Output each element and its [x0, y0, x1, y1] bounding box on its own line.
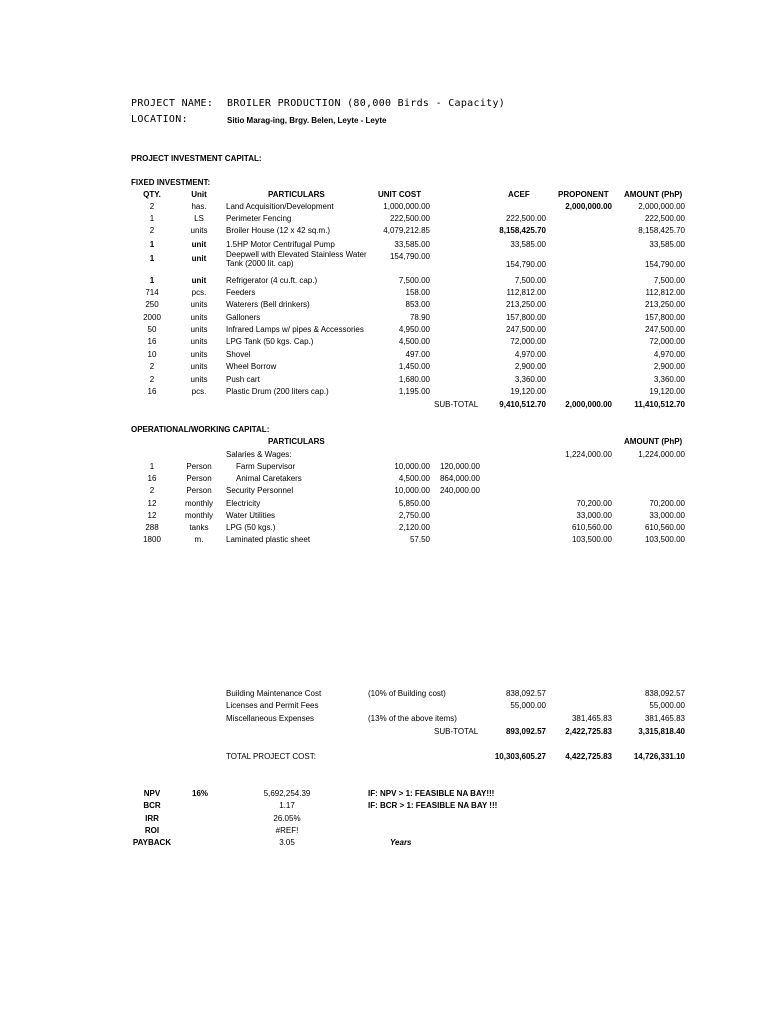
- amount-cell: 610,560.00: [644, 523, 685, 532]
- total-amount: 14,726,331.10: [633, 752, 685, 761]
- project-name-value: BROILER PRODUCTION (80,000 Birds - Capacity): [227, 98, 506, 109]
- particulars-cell: Laminated plastic sheet: [226, 535, 311, 544]
- unit-cost-cell: 5,850.00: [398, 499, 430, 508]
- particulars-cell: Building Maintenance Cost: [226, 689, 322, 698]
- particulars-cell: Water Utilities: [226, 511, 276, 520]
- acef-cell: 70,200.00: [576, 499, 612, 508]
- acef-cell: 33,585.00: [510, 240, 546, 249]
- qty-cell: 1: [149, 254, 155, 263]
- unit-cell: tanks: [189, 523, 209, 532]
- qty-cell: 2: [149, 375, 155, 384]
- unit-cost-cell: 7,500.00: [398, 276, 430, 285]
- table-row: [0, 250, 768, 269]
- op-particulars-header: PARTICULARS: [268, 437, 325, 446]
- unit-cost-cell: 78.90: [409, 313, 430, 322]
- amount-cell: 157,800.00: [644, 313, 685, 322]
- unit-cost-cell: 4,500.00: [398, 337, 430, 346]
- unit-cost-cell: 4,500.00: [398, 474, 430, 483]
- total-label: TOTAL PROJECT COST:: [226, 752, 316, 761]
- unit-cost-cell: 33,585.00: [394, 240, 430, 249]
- unit-cell: units: [190, 313, 208, 322]
- note-cell: (13% of the above items): [368, 714, 457, 723]
- unit-cost-cell: 4,079,212.85: [383, 226, 430, 235]
- unit-cost-cell: 154,790.00: [389, 252, 430, 261]
- acef-cell: 213,250.00: [505, 300, 546, 309]
- amount-cell: 55,000.00: [649, 701, 685, 710]
- metric-note: IF: NPV > 1: FEASIBLE NA BAY!!!: [368, 789, 495, 798]
- qty-cell: 12: [147, 499, 157, 508]
- col-proponent-header: PROPONENT: [558, 190, 609, 199]
- metric-note: IF: BCR > 1: FEASIBLE NA BAY !!!: [368, 801, 498, 810]
- section-title: PROJECT INVESTMENT CAPITAL:: [131, 154, 262, 163]
- acef-cell: 72,000.00: [510, 337, 546, 346]
- amount-cell: 2,900.00: [653, 362, 685, 371]
- amount-cell: 154,790.00: [644, 260, 685, 269]
- amount-cell: 4,970.00: [653, 350, 685, 359]
- particulars-cell: Licenses and Permit Fees: [226, 701, 319, 710]
- fixed-subtotal-acef: 9,410,512.70: [499, 400, 546, 409]
- table-row: [0, 202, 768, 214]
- proponent-cell: 2,000,000.00: [565, 202, 612, 211]
- amount-cell: 222,500.00: [644, 214, 685, 223]
- table-row: [0, 313, 768, 325]
- metric-label: IRR: [145, 814, 159, 823]
- amount-cell: 33,585.00: [649, 240, 685, 249]
- fixed-subtotal-label: SUB-TOTAL: [434, 400, 479, 409]
- qty-cell: 16: [147, 387, 157, 396]
- acef-cell: 222,500.00: [505, 214, 546, 223]
- amount-cell: 112,812.00: [645, 288, 685, 297]
- unit-cost-cell: 10,000.00: [394, 462, 430, 471]
- acef-cell: 55,000.00: [510, 701, 546, 710]
- qty-cell: 1: [149, 240, 155, 249]
- unit-cost-cell: 1,680.00: [398, 375, 430, 384]
- table-row: [0, 474, 768, 486]
- table-row: [0, 300, 768, 312]
- total-proponent: 4,422,725.83: [565, 752, 612, 761]
- table-row: [0, 499, 768, 511]
- table-row: [0, 714, 768, 726]
- fixed-header-row: [0, 190, 768, 202]
- subtotal-cell: 864,000.00: [439, 474, 480, 483]
- qty-cell: 288: [145, 523, 159, 532]
- location-label: LOCATION:: [131, 114, 188, 125]
- qty-cell: 1: [149, 214, 155, 223]
- metric-value: #REF!: [275, 826, 299, 835]
- particulars-cell-line2: Tank (2000 lit. cap): [226, 259, 294, 268]
- unit-cost-cell: 2,750.00: [398, 511, 430, 520]
- table-row: [0, 701, 768, 713]
- particulars-cell: Broiler House (12 x 42 sq.m.): [226, 226, 331, 235]
- unit-cost-cell: 1,000,000.00: [383, 202, 430, 211]
- subtotal-cell: 240,000.00: [439, 486, 480, 495]
- fixed-investment-title: FIXED INVESTMENT:: [131, 178, 211, 187]
- other-subtotal-label: SUB-TOTAL: [434, 727, 479, 736]
- particulars-cell: Push cart: [226, 375, 260, 384]
- particulars-cell: Galloners: [226, 313, 261, 322]
- qty-cell: 50: [147, 325, 157, 334]
- particulars-cell: Deepwell with Elevated Stainless Water: [226, 250, 367, 259]
- col-particulars-header: PARTICULARS: [268, 190, 325, 199]
- unit-cell: units: [190, 325, 208, 334]
- amount-cell: 838,092.57: [644, 689, 685, 698]
- unit-cell: units: [190, 362, 208, 371]
- unit-cost-cell: 2,120.00: [398, 523, 430, 532]
- table-row: [0, 350, 768, 362]
- op-amount-header: AMOUNT (PhP): [624, 437, 683, 446]
- amount-cell: 247,500.00: [644, 325, 685, 334]
- unit-cell: units: [190, 350, 208, 359]
- particulars-cell: Security Personnel: [226, 486, 294, 495]
- table-row: [0, 535, 768, 547]
- metric-row: [0, 838, 768, 850]
- amount-cell: 19,120.00: [649, 387, 685, 396]
- table-row: [0, 387, 768, 399]
- unit-cost-cell: 10,000.00: [394, 486, 430, 495]
- metric-note: Years: [390, 838, 412, 847]
- unit-cell: Person: [186, 474, 212, 483]
- table-row: [0, 523, 768, 535]
- metric-label: ROI: [144, 826, 160, 835]
- acef-cell: 2,900.00: [514, 362, 546, 371]
- unit-cell: unit: [191, 240, 207, 249]
- col-qty-header: QTY.: [143, 190, 161, 199]
- unit-cell: Person: [186, 486, 212, 495]
- total-row: [0, 752, 768, 764]
- table-row: [0, 337, 768, 349]
- unit-cost-cell: 497.00: [405, 350, 430, 359]
- particulars-cell: 1.5HP Motor Centrifugal Pump: [226, 240, 335, 249]
- particulars-cell: Wheel Borrow: [226, 362, 277, 371]
- amount-cell: 381,465.83: [644, 714, 685, 723]
- acef-cell: 7,500.00: [514, 276, 546, 285]
- col-unit-cost-header: UNIT COST: [378, 190, 422, 199]
- unit-cell: units: [190, 226, 208, 235]
- qty-cell: 250: [145, 300, 159, 309]
- table-row: [0, 689, 768, 701]
- metric-rate: 16%: [192, 789, 209, 798]
- metric-label: PAYBACK: [132, 838, 172, 847]
- table-row: [0, 375, 768, 387]
- table-row: [0, 226, 768, 238]
- salaries-amount: 1,224,000.00: [638, 450, 685, 459]
- fixed-subtotal-amount: 11,410,512.70: [634, 400, 685, 409]
- col-unit-header: Unit: [191, 190, 207, 199]
- particulars-cell: Farm Supervisor: [236, 462, 296, 471]
- note-cell: (10% of Building cost): [368, 689, 446, 698]
- qty-cell: 2000: [143, 313, 161, 322]
- unit-cost-cell: 57.50: [409, 535, 430, 544]
- unit-cell: unit: [191, 276, 207, 285]
- fixed-subtotal-row: [0, 400, 768, 412]
- unit-cost-cell: 222,500.00: [389, 214, 430, 223]
- particulars-cell: LPG (50 kgs.): [226, 523, 276, 532]
- qty-cell: 2: [149, 202, 155, 211]
- unit-cell: monthly: [184, 499, 213, 508]
- amount-cell: 8,158,425.70: [638, 226, 685, 235]
- unit-cell: units: [190, 375, 208, 384]
- particulars-cell: Refrigerator (4 cu.ft. cap.): [226, 276, 318, 285]
- qty-cell: 12: [147, 511, 157, 520]
- acef-cell: 4,970.00: [514, 350, 546, 359]
- unit-cost-cell: 1,450.00: [398, 362, 430, 371]
- unit-cell: Person: [186, 462, 212, 471]
- metric-value: 1.17: [279, 801, 295, 810]
- table-row: [0, 362, 768, 374]
- metric-label: NPV: [143, 789, 161, 798]
- acef-cell: 19,120.00: [510, 387, 546, 396]
- particulars-cell: Waterers (Bell drinkers): [226, 300, 310, 309]
- particulars-cell: Shovel: [226, 350, 251, 359]
- unit-cell: m.: [194, 535, 204, 544]
- acef-cell: 610,560.00: [571, 523, 612, 532]
- table-row: [0, 462, 768, 474]
- unit-cell: has.: [191, 202, 207, 211]
- qty-cell: 1: [149, 276, 155, 285]
- unit-cost-cell: 853.00: [405, 300, 430, 309]
- acef-cell: 838,092.57: [505, 689, 546, 698]
- qty-cell: 2: [149, 486, 155, 495]
- particulars-cell: Perimeter Fencing: [226, 214, 292, 223]
- particulars-cell: Feeders: [226, 288, 256, 297]
- total-acef: 10,303,605.27: [494, 752, 546, 761]
- location-value: Sitio Marag-ing, Brgy. Belen, Leyte - Leyte: [227, 116, 387, 125]
- table-row: [0, 511, 768, 523]
- amount-cell: 70,200.00: [649, 499, 685, 508]
- amount-cell: 33,000.00: [649, 511, 685, 520]
- unit-cell: pcs.: [191, 288, 207, 297]
- unit-cell: unit: [191, 254, 207, 263]
- col-acef-header: ACEF: [508, 190, 530, 199]
- project-name-label: PROJECT NAME:: [131, 98, 214, 109]
- acef-cell: 157,800.00: [505, 313, 546, 322]
- qty-cell: 16: [147, 474, 157, 483]
- acef-cell: 3,360.00: [514, 375, 546, 384]
- metric-value: 3.05: [279, 838, 295, 847]
- particulars-cell: Infrared Lamps w/ pipes & Accessories: [226, 325, 364, 334]
- particulars-cell: Land Acquisition/Development: [226, 202, 334, 211]
- subtotal-cell: 120,000.00: [439, 462, 480, 471]
- metric-value: 5,692,254.39: [263, 789, 311, 798]
- table-row: [0, 288, 768, 300]
- particulars-cell: Animal Caretakers: [236, 474, 302, 483]
- metric-row: [0, 814, 768, 826]
- acef-cell: 112,812.00: [506, 288, 546, 297]
- amount-cell: 103,500.00: [644, 535, 685, 544]
- metric-label: BCR: [143, 801, 161, 810]
- acef-cell: 247,500.00: [505, 325, 546, 334]
- acef-cell: 8,158,425.70: [499, 226, 546, 235]
- particulars-cell: LPG Tank (50 kgs. Cap.): [226, 337, 314, 346]
- particulars-cell: Electricity: [226, 499, 261, 508]
- proponent-cell: 381,465.83: [571, 714, 612, 723]
- other-subtotal-proponent: 2,422,725.83: [565, 727, 612, 736]
- amount-cell: 2,000,000.00: [638, 202, 685, 211]
- particulars-cell: Plastic Drum (200 liters cap.): [226, 387, 329, 396]
- amount-cell: 7,500.00: [653, 276, 685, 285]
- amount-cell: 72,000.00: [649, 337, 685, 346]
- other-subtotal-amount: 3,315,818.40: [638, 727, 685, 736]
- salaries-label: Salaries & Wages:: [226, 450, 292, 459]
- table-row: [0, 325, 768, 337]
- acef-cell: 33,000.00: [576, 511, 612, 520]
- unit-cost-cell: 158.00: [405, 288, 430, 297]
- unit-cell: pcs.: [191, 387, 207, 396]
- unit-cell: units: [190, 300, 208, 309]
- operational-header-row: [0, 437, 768, 449]
- unit-cell: monthly: [184, 511, 213, 520]
- metric-row: [0, 826, 768, 838]
- salaries-row: [0, 450, 768, 462]
- qty-cell: 2: [149, 362, 155, 371]
- salaries-acef: 1,224,000.00: [565, 450, 612, 459]
- qty-cell: 1800: [143, 535, 161, 544]
- fixed-subtotal-proponent: 2,000,000.00: [565, 400, 612, 409]
- metric-row: [0, 801, 768, 813]
- qty-cell: 1: [149, 462, 155, 471]
- qty-cell: 10: [147, 350, 157, 359]
- operational-title: OPERATIONAL/WORKING CAPITAL:: [131, 425, 270, 434]
- amount-cell: 3,360.00: [653, 375, 685, 384]
- particulars-cell: Miscellaneous Expenses: [226, 714, 315, 723]
- table-row: [0, 486, 768, 498]
- unit-cell: LS: [194, 214, 204, 223]
- unit-cost-cell: 1,195.00: [398, 387, 430, 396]
- metric-value: 26.05%: [273, 814, 301, 823]
- unit-cell: units: [190, 337, 208, 346]
- qty-cell: 2: [149, 226, 155, 235]
- qty-cell: 714: [145, 288, 159, 297]
- unit-cost-cell: 4,950.00: [398, 325, 430, 334]
- metric-row: [0, 789, 768, 801]
- table-row: [0, 214, 768, 226]
- table-row: [0, 240, 768, 252]
- amount-cell: 213,250.00: [644, 300, 685, 309]
- acef-cell: 154,790.00: [505, 260, 546, 269]
- other-subtotal-acef: 893,092.57: [505, 727, 546, 736]
- acef-cell: 103,500.00: [571, 535, 612, 544]
- other-subtotal-row: [0, 727, 768, 739]
- table-row: [0, 276, 768, 288]
- col-amount-header: AMOUNT (PhP): [624, 190, 683, 199]
- qty-cell: 16: [147, 337, 157, 346]
